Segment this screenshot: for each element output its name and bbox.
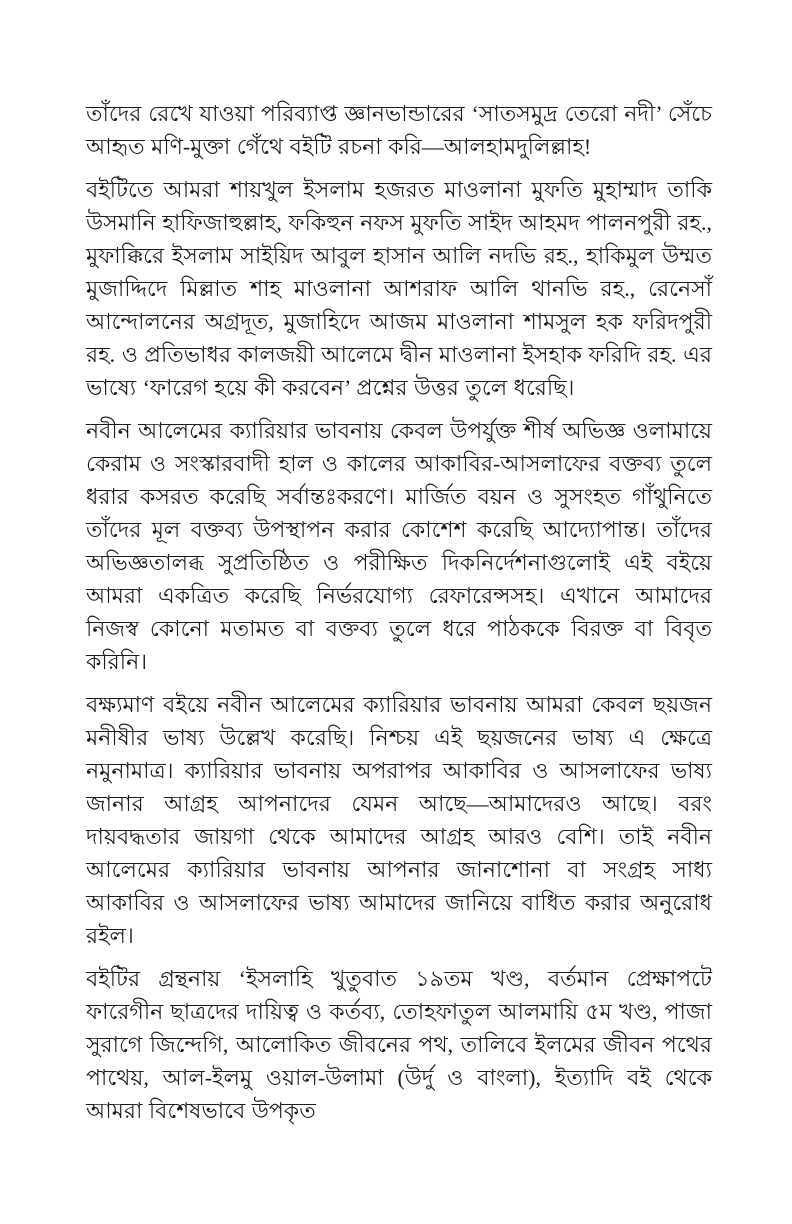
- body-paragraph-2: বইটিতে আমরা শায়খুল ইসলাম হজরত মাওলানা মুফতি মুহাম্মাদ তাকি উসমানি হাফিজাহুল্লাহ, ফকিহুন নফস মুফতি সাইদ আহমদ পালনপুরী রহ., মুফাক্কিরে ইসলাম সাইয়িদ আবুল হাসান আলি নদভি রহ., হাকিমুল উম্মত মুজাদ্দিদে মিল্লাত শাহ মাওলানা আশরাফ আলি থানভি রহ., রেনেসাঁ আন্দোলনের অগ্রদূত, মুজাহিদে আজম মাওলানা শামসুল হক ফরিদপুরী রহ. ও প্রতিভাধর কালজয়ী আলেমে দ্বীন মাওলানা ইসহাক ফরিদি রহ. এর ভাষ্যে ‘ফারেগ হয়ে কী করবেন’ প্রশ্নের উত্তর তুলে ধরেছি।: [86, 177, 712, 400]
- body-paragraph-5: বইটির গ্রন্থনায় ‘ইসলাহি খুতুবাত ১৯তম খণ্ড, বর্তমান প্রেক্ষাপটে ফারেগীন ছাত্রদের দায়িত্ব ও কর্তব্য, তোহফাতুল আলমায়ি ৫ম খণ্ড, পাজা সুরাগে জিন্দেগি, আলোকিত জীবনের পথ, তালিবে ইলমের জীবন পথের পাথেয়, আল-ইলমু ওয়াল-উলামা (উর্দু ও বাংলা), ইত্যাদি বই থেকে আমরা বিশেষভাবে উপকৃত: [86, 966, 712, 1123]
- body-paragraph-1: তাঁদের রেখে যাওয়া পরিব্যাপ্ত জ্ঞানভান্ডারের ‘সাতসমুদ্র তেরো নদী’ সেঁচে আহৃত মণি-মুক্তা গেঁথে বইটি রচনা করি—আলহামদুলিল্লাহ!: [86, 101, 712, 159]
- body-paragraph-4: বক্ষ্যমাণ বইয়ে নবীন আলেমের ক্যারিয়ার ভাবনায় আমরা কেবল ছয়জন মনীষীর ভাষ্য উল্লেখ করেছি। নিশ্চয় এই ছয়জনের ভাষ্য এ ক্ষেত্রে নমুনামাত্র। ক্যারিয়ার ভাবনায় অপরাপর আকাবির ও আসলাফের ভাষ্য জানার আগ্রহ আপনাদের যেমন আছে—আমাদেরও আছে। বরং দায়বদ্ধতার জায়গা থেকে আমাদের আগ্রহ আরও বেশি। তাই নবীন আলেমের ক্যারিয়ার ভাবনায় আপনার জানাশোনা বা সংগ্রহ সাধ্য আকাবির ও আসলাফের ভাষ্য আমাদের জানিয়ে বাধিত করার অনুরোধ রইল।: [86, 692, 712, 948]
- body-paragraph-3: নবীন আলেমের ক্যারিয়ার ভাবনায় কেবল উপর্যুক্ত শীর্ষ অভিজ্ঞ ওলামায়ে কেরাম ও সংস্কারবাদী হাল ও কালের আকাবির-আসলাফের বক্তব্য তুলে ধরার কসরত করেছি সর্বান্তঃকরণে। মার্জিত বয়ন ও সুসংহত গাঁথুনিতে তাঁদের মূল বক্তব্য উপস্থাপন করার কোশেশ করেছি আদ্যোপান্ত। তাঁদের অভিজ্ঞতালব্ধ সুপ্রতিষ্ঠিত ও পরীক্ষিত দিকনির্দেশনাগুলোই এই বইয়ে আমরা একত্রিত করেছি নির্ভরযোগ্য রেফারেন্সসহ। এখানে আমাদের নিজস্ব কোনো মতামত বা বক্তব্য তুলে ধরে পাঠককে বিরক্ত বা বিবৃত করিনি।: [86, 418, 712, 674]
